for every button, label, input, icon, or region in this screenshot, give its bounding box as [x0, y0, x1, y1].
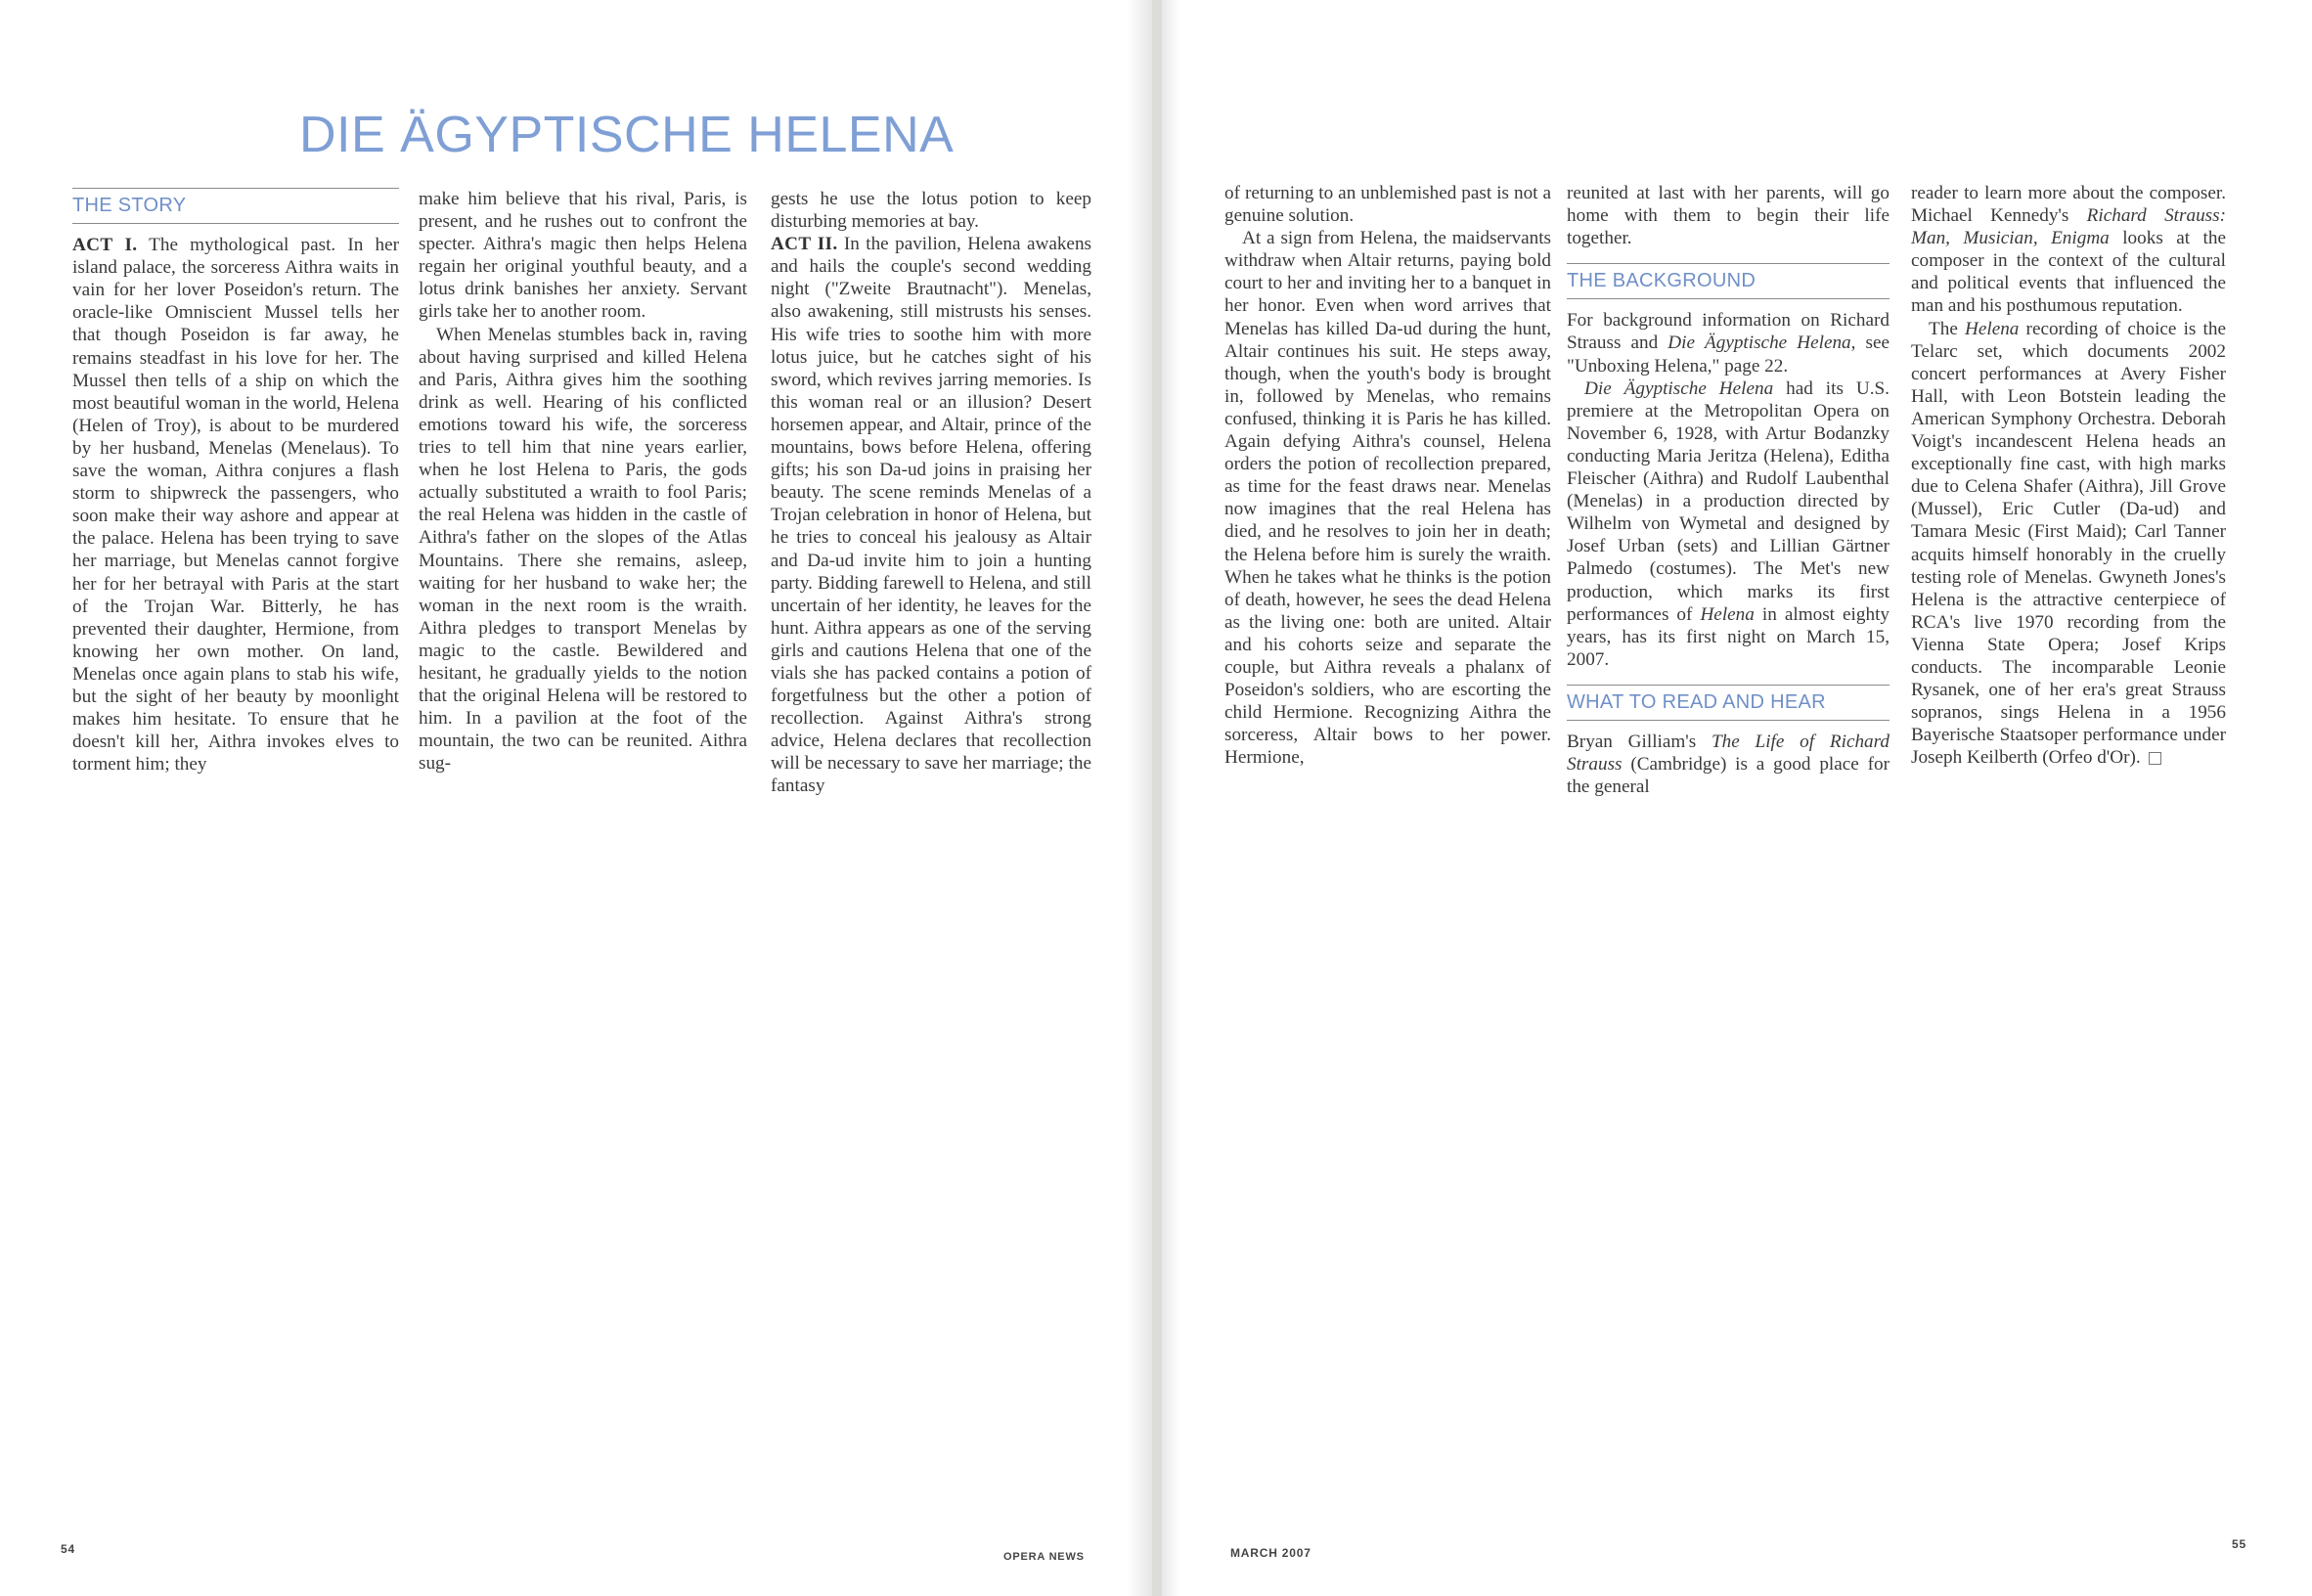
opera-title: Helena: [1700, 603, 1755, 625]
text-run: , see "Unboxing Helena," page 22.: [1567, 332, 1890, 377]
text-run: The: [1929, 318, 1965, 339]
text-run: in almost eighty years, has its first night on March 15, 2007.: [1567, 603, 1890, 670]
book-title: Richard Strauss: Man, Musician, Enigma: [1911, 205, 2226, 249]
left-column-1: [72, 188, 399, 776]
text-run: For background information on Richard Strauss and: [1567, 310, 1890, 354]
footer-magazine-name: OPERA NEWS: [1003, 1551, 1085, 1563]
act-two-paragraph: [771, 233, 1091, 797]
opera-title: Helena: [1964, 318, 2020, 339]
reading-paragraph: [1911, 182, 2226, 318]
act-two-label: ACT II.: [771, 234, 838, 255]
end-of-article-mark: [2149, 752, 2161, 765]
right-column-1: [1224, 182, 1551, 769]
gutter-shadow: [1162, 0, 1179, 1596]
left-column-3: [771, 188, 1091, 798]
page-number: 54: [61, 1542, 75, 1556]
opera-title: Die Ägyptische Helena: [1584, 377, 1774, 399]
left-page: [0, 0, 1152, 1596]
right-column-3: [1911, 182, 2226, 769]
text-run: reader to learn more about the composer. Michael Kennedy's: [1911, 183, 2226, 227]
reading-paragraph: [1567, 731, 1890, 798]
act-one-text: The mythological past. In her island palace, the sorceress Aithra waits in vain for her lover Poseidon's return. The oracle-like Omniscient Mussel tells her that though Poseidon is far away, he remains steadfast in his love for her. The Mussel then tells of a ship on which the most beautiful woman in the world, Helena (Helen of Troy), is about to be murdered by her husband, Menelas (Menelaus). To save the woman, Aithra conjures a flash storm to shipwreck the passengers, who soon make their way ashore and appear at the palace. Helena has been trying to save her marriage, but Menelas cannot forgive her for her betrayal with Paris at the start of the Trojan War. Bitterly, he has prevented their daughter, Hermione, from knowing her own mother. On land, Menelas once again plans to stab his wife, but the sight of her beauty by moonlight makes him hesitate. To ensure that he doesn't kill her, Aithra invokes elves to torment him; they: [72, 235, 399, 776]
book-title: The Life of Richard Strauss: [1567, 731, 1890, 776]
section-heading-background: THE BACKGROUND: [1567, 263, 1890, 299]
text-run: (Cambridge) is a good place for the general: [1567, 754, 1890, 798]
story-paragraph: of returning to an unblemished past is not a genuine solution.: [1224, 183, 1551, 227]
story-paragraph: At a sign from Helena, the maidservants withdraw when Altair returns, paying bold court to her and inviting her to a banquet in her honor. Even when word arrives that Menelas has killed Da-ud during the hunt, Altair continues his suit. He steps away, though, when the youth's body is brought in, followed by Menelas, who remains confused, thinking it is Paris he has killed. Again defying Aithra's counsel, Helena orders the potion of recollection prepared, as time for the feast draws near. Menelas now imagines that the real Helena has died, and he resolves to join her in death; the Helena before him is surely the wraith. When he takes what he thinks is the potion of death, however, he sees the dead Helena as the living one: both are united. Altair and his cohorts seize and separate the couple, but Aithra reveals a phalanx of Poseidon's soldiers, who are escorting the child Hermione. Recognizing Aithra the sorceress, Altair bows to her power. Hermione,: [1224, 228, 1551, 769]
page-number: 55: [2232, 1537, 2246, 1551]
text-run: Bryan Gilliam's: [1567, 731, 1712, 752]
issue-date: MARCH 2007: [1230, 1546, 1312, 1560]
story-paragraph: make him believe that his rival, Paris, is present, and he rushes out to confront the specter. Aithra's magic then helps Helena regain her original youthful beauty, and a lotus drink banishes her anxiety. Servant girls take her to another room.: [419, 189, 747, 323]
recordings-paragraph: [1911, 318, 2226, 770]
gutter-shadow: [1127, 0, 1152, 1596]
act-one-paragraph: [72, 234, 399, 776]
text-run: had its U.S. premiere at the Metropolitan Opera on November 6, 1928, with Artur Bodanzky conducting Maria Jeritza (Helena), Editha Fleischer (Aithra) and Rudolf Laubenthal (Menelas) in a production directed by Wilhelm von Wymetal and designed by Josef Urban (sets) and Lillian Gärtner Palmedo (costumes). The Met's new production, which marks its first performances of: [1567, 377, 1890, 625]
story-paragraph: reunited at last with her parents, will go home with them to begin their life together.: [1567, 183, 1890, 249]
background-paragraph: [1567, 377, 1890, 671]
act-one-label: ACT I.: [72, 235, 138, 256]
story-paragraph: When Menelas stumbles back in, raving about having surprised and killed Helena and Paris, Aithra gives him the soothing drink as well. Hearing of his conflicted emotions toward his wife, the sorceress tries to tell him that nine years earlier, when he lost Helena to Paris, the gods actually substituted a wraith to fool Paris; the real Helena was hidden in the castle of Aithra's father on the slopes of the Atlas Mountains. There she remains, asleep, waiting for her husband to wake her; the woman in the next room is the wraith. Aithra pledges to transport Menelas by magic to the castle. Bewildered and hesitant, he gradually yields to the notion that the original Helena will be restored to him. In a pavilion at the foot of the mountain, the two can be reunited. Aithra sug-: [419, 324, 747, 775]
section-heading-the-story: THE STORY: [72, 188, 399, 224]
background-paragraph: [1567, 309, 1890, 377]
text-run: recording of choice is the Telarc set, which documents 2002 concert performances at Avery Fisher Hall, with Leon Botstein leading the American Symphony Orchestra. Deborah Voigt's incandescent Helena heads an exceptionally fine cast, with high marks due to Celena Shafer (Aithra), Jill Grove (Mussel), Eric Cutler (Da-ud) and Tamara Mesic (First Maid); Carl Tanner acquits himself honorably in the cruelly testing role of Menelas. Gwyneth Jones's Helena is the attractive centerpiece of RCA's live 1970 recording from the Vienna State Opera; Josef Krips conducts. The incomparable Leonie Rysanek, one of her era's great Strauss sopranos, sings Helena in a 1956 Bayerische Staatsoper performance under Joseph Keilberth (Orfeo d'Or).: [1911, 318, 2226, 769]
left-column-2: [419, 188, 747, 775]
story-paragraph: gests he use the lotus potion to keep disturbing memories at bay.: [771, 189, 1091, 233]
right-page: [1162, 0, 2312, 1596]
act-two-text: In the pavilion, Helena awakens and hails the couple's second wedding night ("Zweite Brautnacht"). Menelas, also awakening, still mistrusts his senses. His wife tries to soothe him with more lotus juice, but he catches sight of his sword, which revives jarring memories. Is this woman real or an illusion? Desert horsemen appear, and Altair, prince of the mountains, bows before Helena, offering gifts; his son Da-ud joins in praising her beauty. The scene reminds Menelas of a Trojan celebration in honor of Helena, but he tries to conceal his jealousy as Altair and Da-ud invite him to join a hunting party. Bidding farewell to Helena, and still uncertain of her identity, he leaves for the hunt. Aithra appears as one of the serving girls and cautions Helena that one of the vials she has packed contains a potion of forgetfulness but the other a potion of recollection. Against Aithra's strong advice, Helena declares that recollection will be necessary to save her marriage; the fantasy: [771, 234, 1092, 797]
article-title: DIE ÄGYPTISCHE HELENA: [299, 107, 955, 163]
section-heading-read-and-hear: WHAT TO READ AND HEAR: [1567, 685, 1890, 721]
text-run: looks at the composer in the context of the cultural and political events that influenced the man and his posthumous reputation.: [1911, 228, 2226, 317]
right-column-2: [1567, 182, 1890, 798]
opera-title: Die Ägyptische Helena: [1667, 332, 1851, 354]
